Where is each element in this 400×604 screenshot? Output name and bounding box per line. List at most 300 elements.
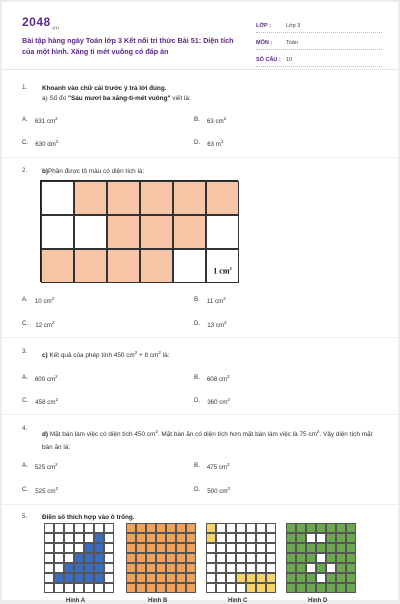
option-letter: B.: [194, 116, 200, 123]
option-text: 500 $cm^2$: [207, 486, 230, 496]
grid-square: [346, 573, 356, 583]
question-stem: [42, 513, 382, 523]
grid-square: [336, 583, 346, 593]
grid-square: [166, 553, 176, 563]
figures-row: [44, 523, 384, 603]
option-d[interactable]: [194, 397, 230, 406]
grid-square: [296, 523, 306, 533]
question-number: 3.: [22, 348, 28, 355]
grid-cell: [140, 181, 173, 215]
grid-square: [296, 553, 306, 563]
grid-square: [74, 533, 84, 543]
grid-square: [44, 523, 54, 533]
question-4: [22, 425, 382, 454]
grid-square: [84, 563, 94, 573]
option-text: 630 $dm^2$: [35, 139, 59, 149]
grid-square: [336, 523, 346, 533]
question-1: [22, 84, 382, 104]
grid-square: [126, 523, 136, 533]
grid-square: [146, 583, 156, 593]
grid-square: [74, 553, 84, 563]
grid-cell: [206, 215, 239, 249]
grid-square: [176, 533, 186, 543]
grid-square: [156, 563, 166, 573]
grid-square: [94, 573, 104, 583]
meta-value: Toán: [286, 40, 298, 46]
grid-square: [156, 543, 166, 553]
grid-square: [126, 533, 136, 543]
grid-square: [206, 573, 216, 583]
grid-square: [104, 563, 114, 573]
grid-square: [104, 583, 114, 593]
grid-cell: [173, 249, 206, 283]
grid-square: [246, 533, 256, 543]
grid-square: [326, 553, 336, 563]
grid-square: [236, 583, 246, 593]
option-letter: C.: [22, 486, 29, 493]
grid-square: [44, 543, 54, 553]
grid-square: [64, 553, 74, 563]
grid-square: [236, 573, 246, 583]
grid-square: [216, 553, 226, 563]
stem-bold: d): [42, 431, 49, 439]
figure-grid: [44, 523, 114, 593]
grid-square: [206, 543, 216, 553]
grid-square: [306, 583, 316, 593]
question-2: [22, 167, 382, 177]
grid-square: [326, 543, 336, 553]
grid-square: [266, 523, 276, 533]
grid-square: [176, 583, 186, 593]
grid-square: [296, 543, 306, 553]
grid-square: [236, 533, 246, 543]
grid-square: [326, 583, 336, 593]
question-number: 4.: [22, 425, 28, 432]
grid-cell: [107, 249, 140, 283]
grid-square: [246, 553, 256, 563]
grid-square: [266, 583, 276, 593]
question-number: 1.: [22, 84, 28, 91]
option-b[interactable]: [194, 374, 230, 383]
option-text: 13 $cm^2$: [207, 320, 227, 330]
option-letter: A.: [22, 374, 28, 381]
grid-square: [346, 543, 356, 553]
option-text: 608 $cm^2$: [206, 374, 230, 384]
option-text: 631 $cm^2$: [34, 116, 58, 126]
grid-square: [256, 553, 266, 563]
grid-square: [74, 573, 84, 583]
grid-square: [54, 523, 64, 533]
grid-square: [44, 563, 54, 573]
option-c[interactable]: [22, 320, 55, 329]
grid-square: [166, 543, 176, 553]
grid-square: [186, 533, 196, 543]
option-d[interactable]: [194, 139, 223, 148]
grid-square: [306, 543, 316, 553]
meta-key: MÔN :: [256, 40, 273, 46]
stem-bold: Điền số thích hợp vào ô trống.: [42, 514, 135, 521]
question-stem: c) Kết quả của phép tính 450 $cm^2 + 8$ $cm^2$ là:: [42, 350, 170, 360]
grid-square: [94, 543, 104, 553]
grid-square: [236, 543, 246, 553]
option-b[interactable]: [194, 462, 230, 471]
grid-square: [206, 583, 216, 593]
grid-square: [286, 583, 296, 593]
grid-square: [84, 583, 94, 593]
grid-square: [346, 523, 356, 533]
grid-cell: [107, 215, 140, 249]
grid-square: [336, 563, 346, 573]
option-letter: B.: [194, 462, 200, 469]
grid-square: [104, 523, 114, 533]
grid-cell: [74, 215, 107, 249]
grid-square: [136, 543, 146, 553]
grid-square: [64, 563, 74, 573]
grid-square: [346, 563, 356, 573]
grid-square: [44, 583, 54, 593]
question-stem: d) Mặt bàn làm việc có diện tích 450 $cm^2$. Mặt bàn ăn có diện tích hơn mặt bàn làm việc là 75 $cm^2$. Vậy diện tích mặt bàn ăn là:: [42, 429, 373, 452]
grid-square: [74, 563, 84, 573]
grid-square: [166, 523, 176, 533]
option-text: 525 $cm^2$: [35, 486, 58, 496]
grid-square: [64, 583, 74, 593]
grid-square: [336, 533, 346, 543]
grid-square: [256, 533, 266, 543]
grid-cell: [41, 215, 74, 249]
grid-square: [166, 573, 176, 583]
grid-square: [74, 523, 84, 533]
grid-square: [104, 543, 114, 553]
grid-square: [316, 563, 326, 573]
option-letter: D.: [194, 139, 201, 146]
grid-square: [156, 573, 166, 583]
grid-square: [266, 553, 276, 563]
grid-cell: [140, 215, 173, 249]
grid-square: [44, 573, 54, 583]
stem-text: . Mặt bàn ăn có diện tích hơn mặt bàn làm việc là 75 cm: [157, 431, 317, 439]
grid-square: [336, 543, 346, 553]
grid-square: [336, 553, 346, 563]
question-stem: [42, 84, 382, 104]
grid-square: [286, 523, 296, 533]
grid-square: [64, 523, 74, 533]
figure-label: Hình A: [66, 598, 86, 604]
option-text: 475 $cm^2$: [206, 462, 230, 472]
grid-square: [176, 573, 186, 583]
grid-square: [126, 563, 136, 573]
divider: [2, 337, 398, 338]
grid-square: [146, 553, 156, 563]
site-logo[interactable]: [22, 15, 59, 31]
option-letter: A.: [22, 296, 28, 303]
worksheet-header: [2, 2, 398, 70]
grid-square: [216, 523, 226, 533]
grid-square: [246, 543, 256, 553]
grid-square: [104, 553, 114, 563]
grid-square: [74, 543, 84, 553]
grid-square: [306, 533, 316, 543]
grid-square: [126, 573, 136, 583]
stem-text: viết là:: [170, 95, 191, 102]
unit-square: [206, 249, 239, 283]
meta-row-count: [256, 50, 382, 67]
grid-square: [94, 553, 104, 563]
stem-bold: "Sáu mươi ba xăng-ti-mét vuông": [67, 95, 171, 102]
logo-text: 2048: [22, 15, 51, 29]
shaded-area-grid: [40, 180, 238, 282]
grid-square: [236, 523, 246, 533]
worksheet-page: [2, 2, 398, 604]
grid-square: [186, 573, 196, 583]
question-instruction: Khoanh vào chữ cái trước ý trả lời đúng.: [42, 85, 167, 92]
grid-square: [216, 563, 226, 573]
grid-square: [346, 553, 356, 563]
grid-square: [246, 573, 256, 583]
grid-cell: [74, 249, 107, 283]
option-letter: D.: [194, 486, 201, 493]
unit-label: 1 $cm^2$: [213, 266, 232, 276]
grid-square: [146, 533, 156, 543]
stem-text: . Vậy diện tích mặt bàn ăn là:: [42, 431, 373, 452]
grid-square: [316, 533, 326, 543]
grid-square: [84, 523, 94, 533]
grid-square: [296, 573, 306, 583]
grid-square: [296, 563, 306, 573]
option-text: 63 $m^2$: [207, 139, 224, 149]
grid-square: [326, 563, 336, 573]
grid-cell: [107, 181, 140, 215]
grid-square: [216, 533, 226, 543]
grid-square: [186, 543, 196, 553]
option-text: 10 $cm^2$: [34, 296, 55, 306]
grid-square: [146, 563, 156, 573]
option-b[interactable]: [194, 116, 226, 125]
grid-square: [306, 553, 316, 563]
grid-square: [256, 543, 266, 553]
grid-square: [176, 543, 186, 553]
grid-square: [306, 563, 316, 573]
grid-square: [94, 523, 104, 533]
grid-square: [126, 543, 136, 553]
grid-square: [226, 563, 236, 573]
grid-square: [156, 583, 166, 593]
grid-square: [216, 573, 226, 583]
figure-grid: [286, 523, 356, 593]
grid-square: [74, 583, 84, 593]
grid-square: [246, 523, 256, 533]
grid-square: [306, 573, 316, 583]
option-letter: C.: [22, 139, 29, 146]
grid-square: [246, 583, 256, 593]
stem-bold: c): [42, 352, 48, 360]
grid-square: [54, 543, 64, 553]
grid-square: [44, 553, 54, 563]
grid-square: [266, 563, 276, 573]
option-a[interactable]: [22, 116, 58, 125]
question-number: 5.: [22, 513, 28, 520]
figure-label: Hình D: [308, 598, 328, 604]
grid-square: [216, 583, 226, 593]
option-d[interactable]: [194, 320, 227, 329]
grid-square: [54, 563, 64, 573]
grid-square: [226, 553, 236, 563]
option-letter: D.: [194, 320, 201, 327]
option-text: 600 $cm^2$: [34, 374, 58, 384]
option-c[interactable]: [22, 139, 58, 148]
grid-square: [54, 533, 64, 543]
grid-square: [104, 533, 114, 543]
meta-row-grade: [256, 16, 382, 33]
figure-grid: [206, 523, 276, 593]
option-text: 525 $cm^2$: [34, 462, 58, 472]
grid-cell: [140, 249, 173, 283]
grid-square: [176, 553, 186, 563]
stem-text: là:: [160, 352, 170, 360]
question-number: 2.: [22, 167, 28, 174]
worksheet-meta: [256, 16, 382, 67]
grid-square: [256, 563, 266, 573]
grid-square: [326, 523, 336, 533]
option-c[interactable]: [22, 486, 58, 495]
grid-square: [156, 523, 166, 533]
option-a[interactable]: [22, 374, 58, 383]
divider: [2, 504, 398, 505]
grid-cell: [173, 181, 206, 215]
option-d[interactable]: [194, 486, 230, 495]
question-stem: [42, 167, 382, 177]
grid-square: [84, 553, 94, 563]
grid-square: [256, 583, 266, 593]
grid-square: [186, 563, 196, 573]
grid-square: [54, 583, 64, 593]
grid-square: [316, 583, 326, 593]
grid-square: [286, 553, 296, 563]
grid-square: [266, 543, 276, 553]
option-b[interactable]: [194, 296, 226, 305]
grid-square: [296, 533, 306, 543]
grid-square: [186, 553, 196, 563]
grid-square: [136, 563, 146, 573]
grid-square: [226, 543, 236, 553]
grid-cell: [74, 181, 107, 215]
option-text: 360 $cm^2$: [207, 397, 230, 407]
meta-key: LỚP :: [256, 23, 271, 29]
grid-square: [166, 583, 176, 593]
option-text: 11 $cm^2$: [206, 296, 226, 306]
logo-suffix: .vn: [50, 25, 60, 32]
option-a[interactable]: [22, 462, 58, 471]
option-a[interactable]: [22, 296, 54, 305]
grid-square: [316, 523, 326, 533]
grid-square: [316, 573, 326, 583]
grid-square: [64, 573, 74, 583]
stem-text: Phần được tô màu có diện tích là:: [48, 168, 145, 175]
grid-square: [266, 533, 276, 543]
grid-square: [146, 523, 156, 533]
grid-square: [64, 533, 74, 543]
option-text: 12 $cm^2$: [35, 320, 55, 330]
option-text: 458 $cm^2$: [35, 397, 58, 407]
grid-square: [156, 533, 166, 543]
option-letter: B.: [194, 374, 200, 381]
grid-square: [256, 573, 266, 583]
option-text: 63 $cm^2$: [206, 116, 227, 126]
grid-square: [146, 543, 156, 553]
grid-square: [326, 533, 336, 543]
grid-square: [306, 523, 316, 533]
option-letter: D.: [194, 397, 201, 404]
stem-text: + 8 cm: [137, 352, 159, 360]
grid-square: [296, 583, 306, 593]
grid-square: [84, 533, 94, 543]
grid-square: [54, 553, 64, 563]
option-letter: C.: [22, 397, 29, 404]
grid-square: [316, 553, 326, 563]
figure-label: Hình C: [228, 598, 248, 604]
grid-square: [166, 533, 176, 543]
grid-square: [236, 553, 246, 563]
grid-square: [126, 553, 136, 563]
grid-square: [256, 523, 266, 533]
grid-square: [226, 533, 236, 543]
grid-square: [84, 573, 94, 583]
grid-square: [206, 553, 216, 563]
grid-square: [316, 543, 326, 553]
option-c[interactable]: [22, 397, 58, 406]
grid-square: [94, 533, 104, 543]
grid-square: [176, 563, 186, 573]
meta-value: Lớp 3: [286, 23, 301, 29]
option-letter: C.: [22, 320, 29, 327]
grid-cell: [41, 181, 74, 215]
grid-square: [286, 563, 296, 573]
meta-value: 10: [286, 57, 293, 63]
stem-bold: b): [42, 168, 49, 175]
meta-row-subject: [256, 33, 382, 50]
grid-square: [286, 543, 296, 553]
figure-grid: [126, 523, 196, 593]
grid-square: [136, 573, 146, 583]
option-letter: A.: [22, 462, 28, 469]
grid-square: [176, 523, 186, 533]
option-letter: A.: [22, 116, 28, 123]
grid-square: [346, 583, 356, 593]
grid-cell: [206, 181, 239, 215]
divider: [2, 414, 398, 415]
grid-square: [286, 533, 296, 543]
grid-square: [136, 533, 146, 543]
grid-square: [156, 553, 166, 563]
grid-square: [84, 543, 94, 553]
figure-label: Hình B: [148, 598, 168, 604]
grid-cell: [41, 249, 74, 283]
grid-square: [44, 533, 54, 543]
grid-square: [326, 573, 336, 583]
grid-square: [146, 573, 156, 583]
grid-square: [104, 573, 114, 583]
grid-square: [64, 543, 74, 553]
grid-square: [266, 573, 276, 583]
grid-square: [94, 583, 104, 593]
grid-square: [136, 523, 146, 533]
stem-text: a) Số đo: [42, 95, 68, 102]
grid-square: [226, 583, 236, 593]
option-letter: B.: [194, 296, 200, 303]
grid-square: [186, 583, 196, 593]
grid-square: [346, 533, 356, 543]
grid-square: [206, 563, 216, 573]
grid-square: [136, 583, 146, 593]
